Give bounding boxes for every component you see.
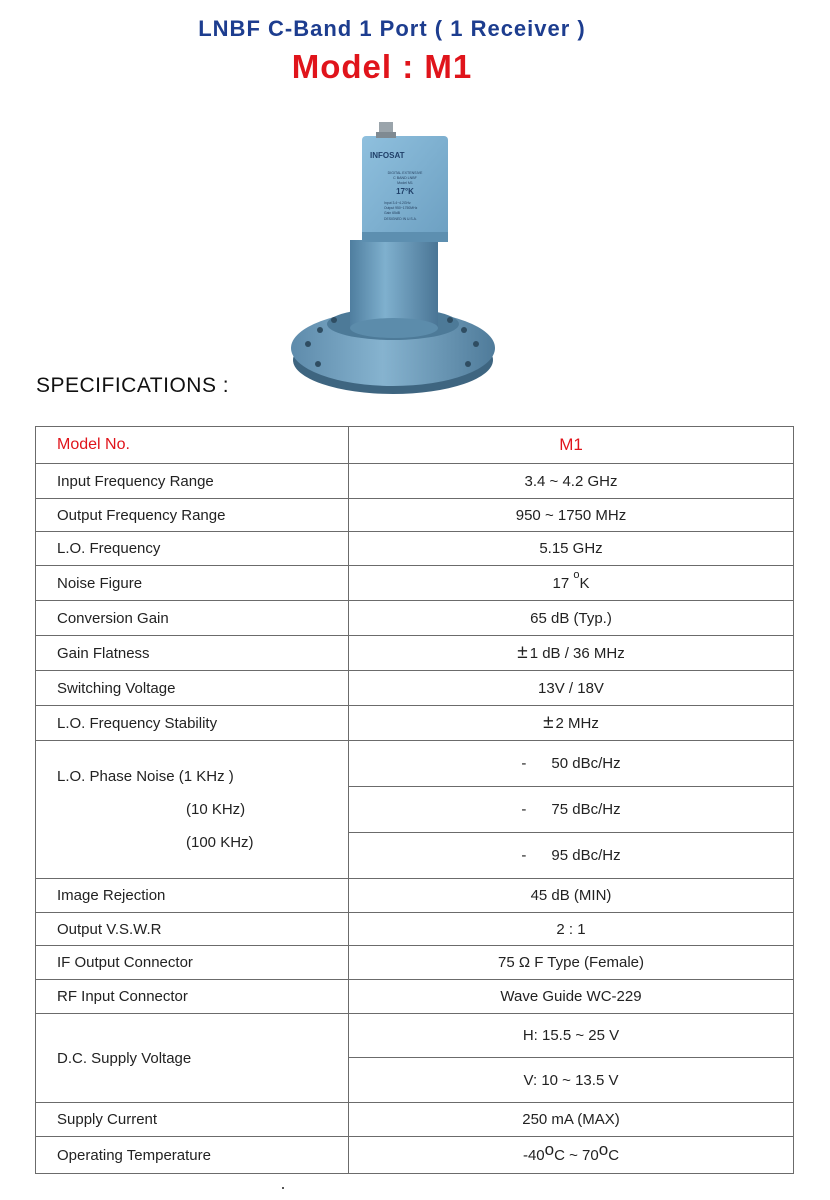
device-brand: INFOSAT	[370, 151, 405, 160]
row-key: L.O. Frequency	[36, 532, 349, 566]
row-key: Operating Temperature	[36, 1137, 349, 1174]
table-row	[36, 532, 794, 566]
table-row	[36, 980, 794, 1014]
row-key: RF Input Connector	[36, 980, 349, 1014]
row-key: Noise Figure	[36, 566, 349, 601]
table-row	[36, 464, 794, 499]
row-key: Switching Voltage	[36, 671, 349, 706]
table-row	[36, 946, 794, 980]
row-value: 950 ~ 1750 MHz	[349, 499, 794, 532]
table-row	[36, 1014, 794, 1058]
table-row	[36, 636, 794, 671]
dc-supply-value-v: V: 10 ~ 13.5 V	[349, 1058, 794, 1103]
row-key: Conversion Gain	[36, 601, 349, 636]
table-row	[36, 601, 794, 636]
document-title: LNBF C-Band 1 Port ( 1 Receiver )	[198, 16, 586, 41]
specifications-table	[35, 426, 794, 1174]
lo-stability-value: ± 2 MHz	[349, 706, 794, 741]
table-row	[36, 427, 794, 464]
header-value: M1	[349, 427, 794, 464]
table-row	[36, 741, 794, 787]
table-row	[36, 499, 794, 532]
header-key: Model No.	[36, 427, 349, 464]
device-label-3: Model M1	[397, 181, 413, 185]
phase-noise-label-3: (100 KHz)	[186, 834, 254, 851]
row-key: Output V.S.W.R	[36, 913, 349, 946]
row-value: 2 : 1	[349, 913, 794, 946]
table-row	[36, 706, 794, 741]
row-value: Wave Guide WC-229	[349, 980, 794, 1014]
table-row	[36, 879, 794, 913]
row-key: L.O. Frequency Stability	[36, 706, 349, 741]
phase-noise-value-3: - 95 dBc/Hz	[349, 833, 794, 879]
noise-figure-value: 17 $^o$K	[349, 566, 794, 601]
row-value: 45 dB (MIN)	[349, 879, 794, 913]
table-row	[36, 1103, 794, 1137]
row-value: 65 dB (Typ.)	[349, 601, 794, 636]
phase-noise-key	[36, 741, 349, 879]
table-row	[36, 913, 794, 946]
device-label-5: Output 950~1750MHz	[384, 206, 418, 210]
gain-flatness-value: ± 1 dB / 36 MHz	[349, 636, 794, 671]
row-value: 3.4 ~ 4.2 GHz	[349, 464, 794, 499]
page-mark	[282, 1187, 284, 1189]
row-key: Supply Current	[36, 1103, 349, 1137]
table-row	[36, 671, 794, 706]
lnb-product-image	[288, 112, 498, 398]
table-row	[36, 566, 794, 601]
phase-noise-label-1: L.O. Phase Noise (1 KHz )	[57, 768, 234, 785]
row-value: 13V / 18V	[349, 671, 794, 706]
row-key: Image Rejection	[36, 879, 349, 913]
row-key: IF Output Connector	[36, 946, 349, 980]
row-key: Gain Flatness	[36, 636, 349, 671]
phase-noise-value-2: - 75 dBc/Hz	[349, 787, 794, 833]
operating-temp-value: -40oC ~ 70oC	[349, 1137, 794, 1174]
device-label-2: C BAND LNBF	[393, 176, 417, 180]
dc-supply-value-h: H: 15.5 ~ 25 V	[349, 1014, 794, 1058]
row-key: Input Frequency Range	[36, 464, 349, 499]
row-key: Output Frequency Range	[36, 499, 349, 532]
specifications-heading: SPECIFICATIONS :	[36, 374, 230, 397]
row-value: 5.15 GHz	[349, 532, 794, 566]
phase-noise-label-2: (10 KHz)	[186, 801, 246, 818]
device-noise-temp: 17°K	[396, 187, 414, 196]
dc-supply-key: D.C. Supply Voltage	[36, 1014, 349, 1103]
model-heading: Model : M1	[291, 48, 473, 85]
device-label-6: Gain 65dB	[384, 211, 401, 215]
table-row	[36, 1137, 794, 1174]
lnb-cylinder	[350, 240, 438, 328]
device-label-1: DIGITAL EXTENSIVE	[387, 171, 423, 175]
row-value: 75 Ω F Type (Female)	[349, 946, 794, 980]
device-label-7: DESIGNED IN U.S.A.	[384, 217, 417, 221]
phase-noise-value-1: - 50 dBc/Hz	[349, 741, 794, 787]
row-value: 250 mA (MAX)	[349, 1103, 794, 1137]
device-label-4: Input 3.4~4.2GHz	[384, 201, 411, 205]
